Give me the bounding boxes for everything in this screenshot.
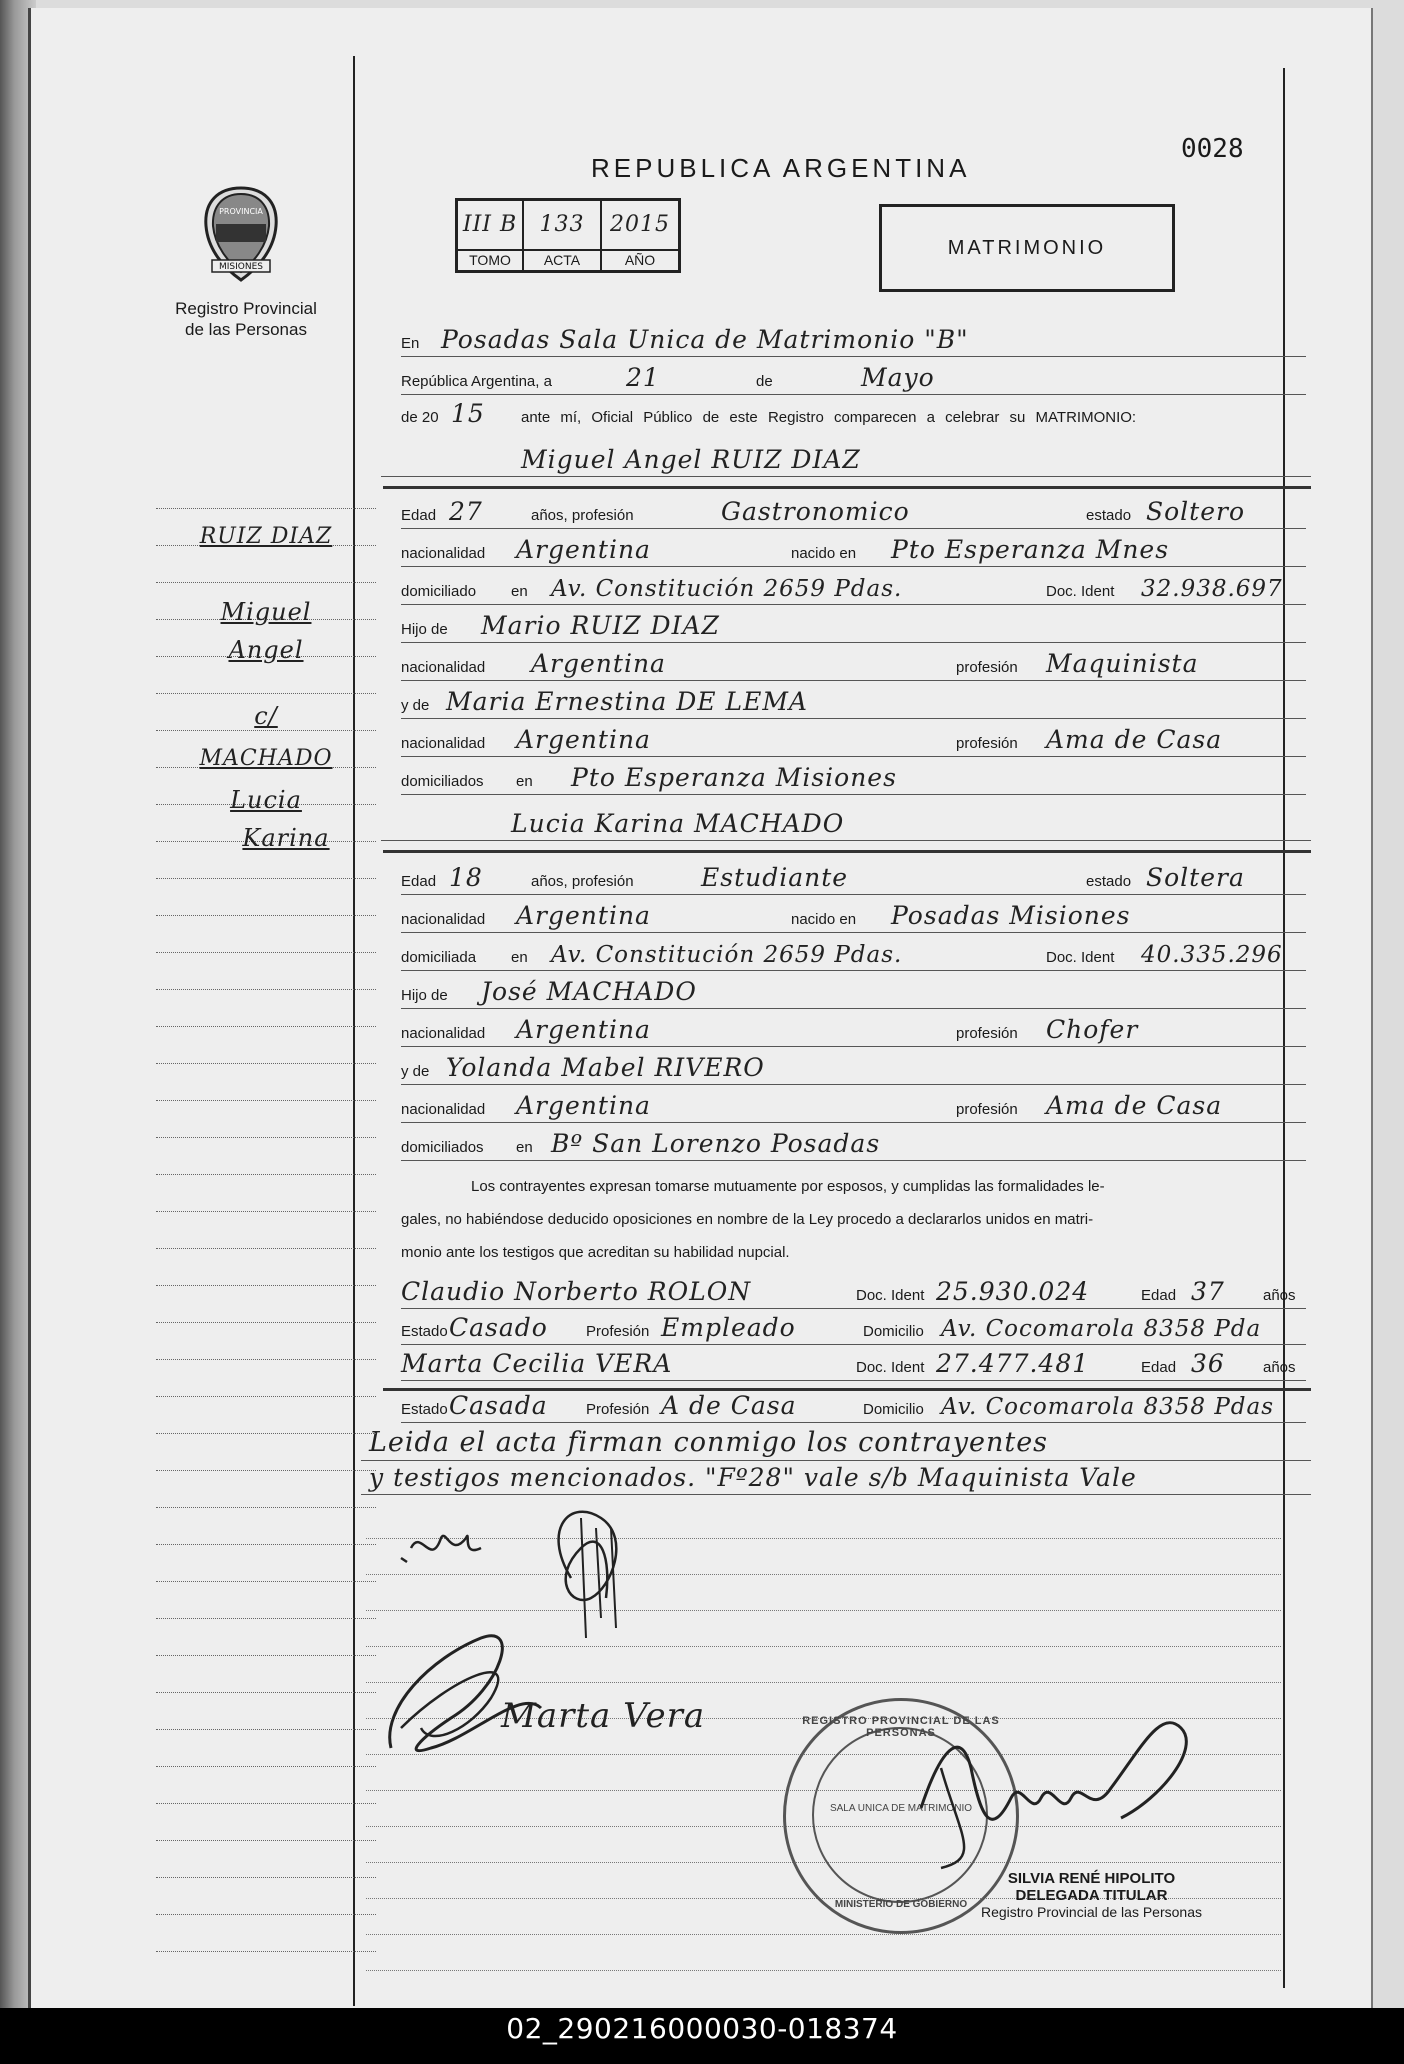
margin-rule-line <box>156 1692 376 1693</box>
tomo-value <box>457 200 524 250</box>
margin-rule-line <box>156 1507 376 1508</box>
groom-mother-nationality: Argentina <box>516 725 651 754</box>
bride-yde-label: y de <box>401 1063 430 1080</box>
margin-rule-line <box>156 1248 376 1249</box>
margin-rule-line <box>156 1396 376 1397</box>
registry-line1: Registro Provincial <box>175 299 317 318</box>
margin-rule-line <box>156 1840 376 1841</box>
nacido-label: nacido en <box>791 545 857 562</box>
signer-org: Registro Provincial de las Personas <box>981 1904 1202 1920</box>
bride-mother: Yolanda Mabel RIVERO <box>446 1053 765 1082</box>
bride-estado-label: estado <box>1086 873 1132 890</box>
anos-profesion-label: años, profesión <box>531 507 634 524</box>
margin-name-2: Miguel <box>220 598 312 626</box>
blank-rule-line <box>366 1970 1281 1971</box>
file-id: 02_290216000030-018374 <box>506 2012 898 2045</box>
bride-mother-nat-row <box>401 1092 1306 1123</box>
witness1-doc-label: Doc. Ident <box>856 1287 925 1304</box>
witness2-address: Av. Cocomarola 8358 Pdas <box>941 1394 1275 1420</box>
margin-rule-line <box>156 582 376 583</box>
svg-text:PROVINCIA: PROVINCIA <box>219 207 263 216</box>
declaration-line3: monio ante los testigos que acreditan su habilidad nupcial. <box>401 1244 790 1261</box>
signer-block <box>981 1870 1202 1921</box>
margin-rule-line <box>156 1618 376 1619</box>
witness2-age: 36 <box>1191 1349 1225 1378</box>
groom-name-row <box>381 446 1311 477</box>
bride-father: José MACHADO <box>481 977 697 1006</box>
ceremony-month: Mayo <box>861 363 935 392</box>
bride-full-name: Lucia Karina MACHADO <box>511 809 845 838</box>
witness2-dom-label: Domicilio <box>863 1401 924 1418</box>
witness2-estado: Casada <box>449 1391 548 1420</box>
domiciliados-label: domiciliados <box>401 773 484 790</box>
groom-father-row <box>401 612 1306 643</box>
witness1-prof-label: Profesión <box>586 1323 650 1340</box>
country-title: REPUBLICA ARGENTINA <box>591 153 971 183</box>
bride-doc-label: Doc. Ident <box>1046 949 1115 966</box>
margin-rule-line <box>156 1729 376 1730</box>
bride-father-prof-label: profesión <box>956 1025 1018 1042</box>
groom-birthplace: Pto Esperanza Mnes <box>891 535 1170 564</box>
official-signature <box>881 1688 1211 1888</box>
groom-father-nat-row <box>401 650 1306 681</box>
bride-hijo-label: Hijo de <box>401 987 448 1004</box>
bride-birthplace: Posadas Misiones <box>891 901 1131 930</box>
bride-father-row <box>401 978 1306 1009</box>
margin-rule-line <box>156 1211 376 1212</box>
margin-rule-line <box>156 915 376 916</box>
margin-rule-line <box>156 1433 376 1434</box>
bride-nationality-row <box>401 902 1306 933</box>
hijo-label: Hijo de <box>401 621 448 638</box>
groom-doc: 32.938.697 <box>1141 576 1283 602</box>
bride-nac-label: nacionalidad <box>401 911 486 928</box>
father-nac-label: nacionalidad <box>401 659 486 676</box>
acta-value-text: 133 <box>539 212 585 238</box>
margin-rule-line <box>156 1026 376 1027</box>
en-label-2: en <box>511 583 528 600</box>
declaration-line2: gales, no habiéndose deducido oposiciones en nombre de la Ley procedo a declararlos unidos en matri- <box>401 1211 1094 1228</box>
bride-nacido-label: nacido en <box>791 911 857 928</box>
witness1-estado: Casado <box>449 1313 548 1342</box>
record-type-label: MATRIMONIO <box>947 236 1107 259</box>
anio-value <box>601 200 680 250</box>
witness2-estado-label: Estado <box>401 1401 448 1418</box>
margin-rule-line <box>156 1914 376 1915</box>
witness1-profession: Empleado <box>661 1313 796 1342</box>
groom-nationality-row <box>401 536 1306 567</box>
page-number: 0028 <box>1181 134 1244 164</box>
margin-rule-line <box>156 1285 376 1286</box>
groom-full-name: Miguel Angel RUIZ DIAZ <box>521 445 861 474</box>
groom-parents-address: Pto Esperanza Misiones <box>571 763 897 792</box>
margin-rule-line <box>156 1877 376 1878</box>
bride-nationality: Argentina <box>516 901 651 930</box>
witness2-anos-label: años <box>1263 1359 1296 1376</box>
margin-rule-line <box>156 1100 376 1101</box>
witness2-doc-label: Doc. Ident <box>856 1359 925 1376</box>
bride-father-nationality: Argentina <box>516 1015 651 1044</box>
domiciliado-label: domiciliado <box>401 583 477 600</box>
witness1-address: Av. Cocomarola 8358 Pda <box>941 1316 1262 1342</box>
margin-name-5: MACHADO <box>199 746 333 771</box>
witness1-estado-label: Estado <box>401 1323 448 1340</box>
groom-nationality: Argentina <box>516 535 651 564</box>
bride-profession: Estudiante <box>701 863 849 892</box>
provincial-seal-logo <box>198 184 284 284</box>
de-label: de <box>756 373 773 390</box>
groom-father-nationality: Argentina <box>531 649 666 678</box>
left-margin-line <box>353 56 355 2006</box>
margin-rule-line <box>156 989 376 990</box>
ceremony-year: 15 <box>451 399 485 428</box>
witness1-name-row <box>401 1278 1306 1309</box>
anio-value-text: 2015 <box>610 212 670 238</box>
witness1-doc: 25.930.024 <box>936 1277 1090 1306</box>
declaration-line1: Los contrayentes expresan tomarse mutuamente por esposos, y cumplidas las formalidades le- <box>471 1178 1105 1195</box>
stamp-text-top: REGISTRO PROVINCIAL DE LAS PERSONAS <box>802 1715 1000 1739</box>
margin-rule-line <box>156 952 376 953</box>
margin-rule-line <box>156 1137 376 1138</box>
margin-rule-line <box>156 1655 376 1656</box>
en-label-3: en <box>516 773 533 790</box>
intro-date-row <box>401 364 1306 395</box>
witness2-prof-label: Profesión <box>586 1401 650 1418</box>
bride-estado: Soltera <box>1146 863 1245 892</box>
groom-address: Av. Constitución 2659 Pdas. <box>551 576 903 602</box>
margin-rule-line <box>156 878 376 879</box>
margin-rule-line <box>156 1174 376 1175</box>
bride-father-profession: Chofer <box>1046 1015 1139 1044</box>
witness2-name-row <box>401 1350 1306 1381</box>
groom-mother-profession: Ama de Casa <box>1046 725 1223 754</box>
bride-mother-nac-label: nacionalidad <box>401 1101 486 1118</box>
margin-rule-line <box>156 730 376 731</box>
blank-rule-line <box>366 1934 1281 1935</box>
bride-separator <box>383 850 1311 853</box>
bride-edad-label: Edad <box>401 873 437 890</box>
bride-parents-address-row <box>401 1130 1306 1161</box>
acta-value <box>523 200 601 250</box>
closing-line1: Leida el acta firman conmigo los contrayentes <box>369 1427 1049 1458</box>
year-prefix: de 20 <box>401 409 439 426</box>
groom-separator <box>383 486 1311 489</box>
closing-line1-row <box>361 1427 1311 1461</box>
stamp-text-inner: SALA UNICA DE MATRIMONIO <box>829 1803 973 1814</box>
margin-rule-line <box>156 508 376 509</box>
witness2-edad-label: Edad <box>1141 1359 1177 1376</box>
yde-label: y de <box>401 697 430 714</box>
doc-ident-label: Doc. Ident <box>1046 583 1115 600</box>
anio-label: AÑO <box>601 250 680 272</box>
witness1-age: 37 <box>1191 1277 1225 1306</box>
witness2-name: Marta Cecilia VERA <box>401 1349 673 1378</box>
margin-rule-line <box>156 1951 376 1952</box>
margin-name-1: RUIZ DIAZ <box>199 524 333 549</box>
bride-father-nat-row <box>401 1016 1306 1047</box>
tomo-label: TOMO <box>457 250 524 272</box>
groom-mother-nat-row <box>401 726 1306 757</box>
bride-en-label: en <box>511 949 528 966</box>
groom-age: 27 <box>449 497 483 526</box>
en-label: En <box>401 335 420 352</box>
tomo-value-text: III B <box>462 212 518 238</box>
mother-nac-label: nacionalidad <box>401 735 486 752</box>
margin-name-3: Angel <box>228 636 304 664</box>
registry-line2: de las Personas <box>185 320 307 339</box>
edad-label: Edad <box>401 507 437 524</box>
groom-father: Mario RUIZ DIAZ <box>481 611 720 640</box>
ceremony-day: 21 <box>626 363 660 392</box>
margin-rule-line <box>156 1359 376 1360</box>
witness1-anos-label: años <box>1263 1287 1296 1304</box>
margin-rule-line <box>156 1322 376 1323</box>
bride-father-nac-label: nacionalidad <box>401 1025 486 1042</box>
groom-address-row <box>401 574 1306 605</box>
intro-place-row <box>401 326 1306 357</box>
margin-rule-line <box>156 1766 376 1767</box>
margin-name-4: c/ <box>254 702 278 730</box>
svg-text:MISIONES: MISIONES <box>218 262 264 272</box>
bride-age: 18 <box>449 863 483 892</box>
bride-doc: 40.335.296 <box>1141 942 1283 968</box>
margin-name-7: Karina <box>242 824 330 852</box>
witness1-detail-row <box>401 1314 1306 1345</box>
record-id-box <box>455 198 681 273</box>
signer-role: DELEGADA TITULAR <box>1015 1887 1168 1904</box>
bride-parents-address: Bº San Lorenzo Posadas <box>551 1129 881 1158</box>
margin-rule-line <box>156 1581 376 1582</box>
acta-label: ACTA <box>523 250 601 272</box>
estado-label: estado <box>1086 507 1132 524</box>
bride-address: Av. Constitución 2659 Pdas. <box>551 942 903 968</box>
groom-parents-address-row <box>401 764 1306 795</box>
nacionalidad-label: nacionalidad <box>401 545 486 562</box>
margin-rule-line <box>156 1803 376 1804</box>
witness1-name: Claudio Norberto ROLON <box>401 1277 752 1306</box>
bride-mother-profession: Ama de Casa <box>1046 1091 1223 1120</box>
bride-mother-row <box>401 1054 1306 1085</box>
signer-name: SILVIA RENÉ HIPOLITO <box>1007 1870 1176 1887</box>
document-page <box>28 8 1373 2008</box>
witness2-detail-row <box>401 1392 1306 1423</box>
witness1-edad-label: Edad <box>1141 1287 1177 1304</box>
witness-signature-text: Marta Vera <box>501 1696 706 1736</box>
father-prof-label: profesión <box>956 659 1018 676</box>
record-type-box <box>879 204 1175 292</box>
intro-year-row <box>401 400 1306 430</box>
ante-text: ante mí, Oficial Público de este Registro comparecen a celebrar su MATRIMONIO: <box>521 409 1137 426</box>
bride-age-row <box>401 864 1306 895</box>
groom-estado: Soltero <box>1146 497 1246 526</box>
bride-en-label-2: en <box>516 1139 533 1156</box>
groom-mother: Maria Ernestina DE LEMA <box>446 687 808 716</box>
bride-domiciliados-label: domiciliados <box>401 1139 484 1156</box>
margin-rule-line <box>156 1470 376 1471</box>
mother-prof-label: profesión <box>956 735 1018 752</box>
republica-label: República Argentina, a <box>401 373 552 390</box>
registry-name <box>141 298 351 340</box>
groom-mother-row <box>401 688 1306 719</box>
domiciliada-label: domiciliada <box>401 949 477 966</box>
margin-rule-line <box>156 1063 376 1064</box>
margin-rule-line <box>156 1544 376 1545</box>
witness1-dom-label: Domicilio <box>863 1323 924 1340</box>
stamp-text-bottom: MINISTERIO DE GOBIERNO <box>834 1899 968 1910</box>
margin-rule-line <box>156 693 376 694</box>
groom-father-profession: Maquinista <box>1046 649 1199 678</box>
signatures-drawing <box>371 1488 791 1788</box>
witness2-profession: A de Casa <box>661 1391 797 1420</box>
bride-name-row <box>381 810 1311 841</box>
bride-mother-prof-label: profesión <box>956 1101 1018 1118</box>
witness2-doc: 27.477.481 <box>936 1349 1090 1378</box>
bride-anos-profesion-label: años, profesión <box>531 873 634 890</box>
closing-line2: y testigos mencionados. "Fº28" vale s/b Maquinista Vale <box>369 1463 1137 1492</box>
groom-age-row <box>401 498 1306 529</box>
ceremony-place: Posadas Sala Unica de Matrimonio "B" <box>441 325 969 354</box>
bride-mother-nationality: Argentina <box>516 1091 651 1120</box>
bride-address-row <box>401 940 1306 971</box>
groom-profession: Gastronomico <box>721 497 910 526</box>
margin-name-6: Lucia <box>230 786 302 814</box>
